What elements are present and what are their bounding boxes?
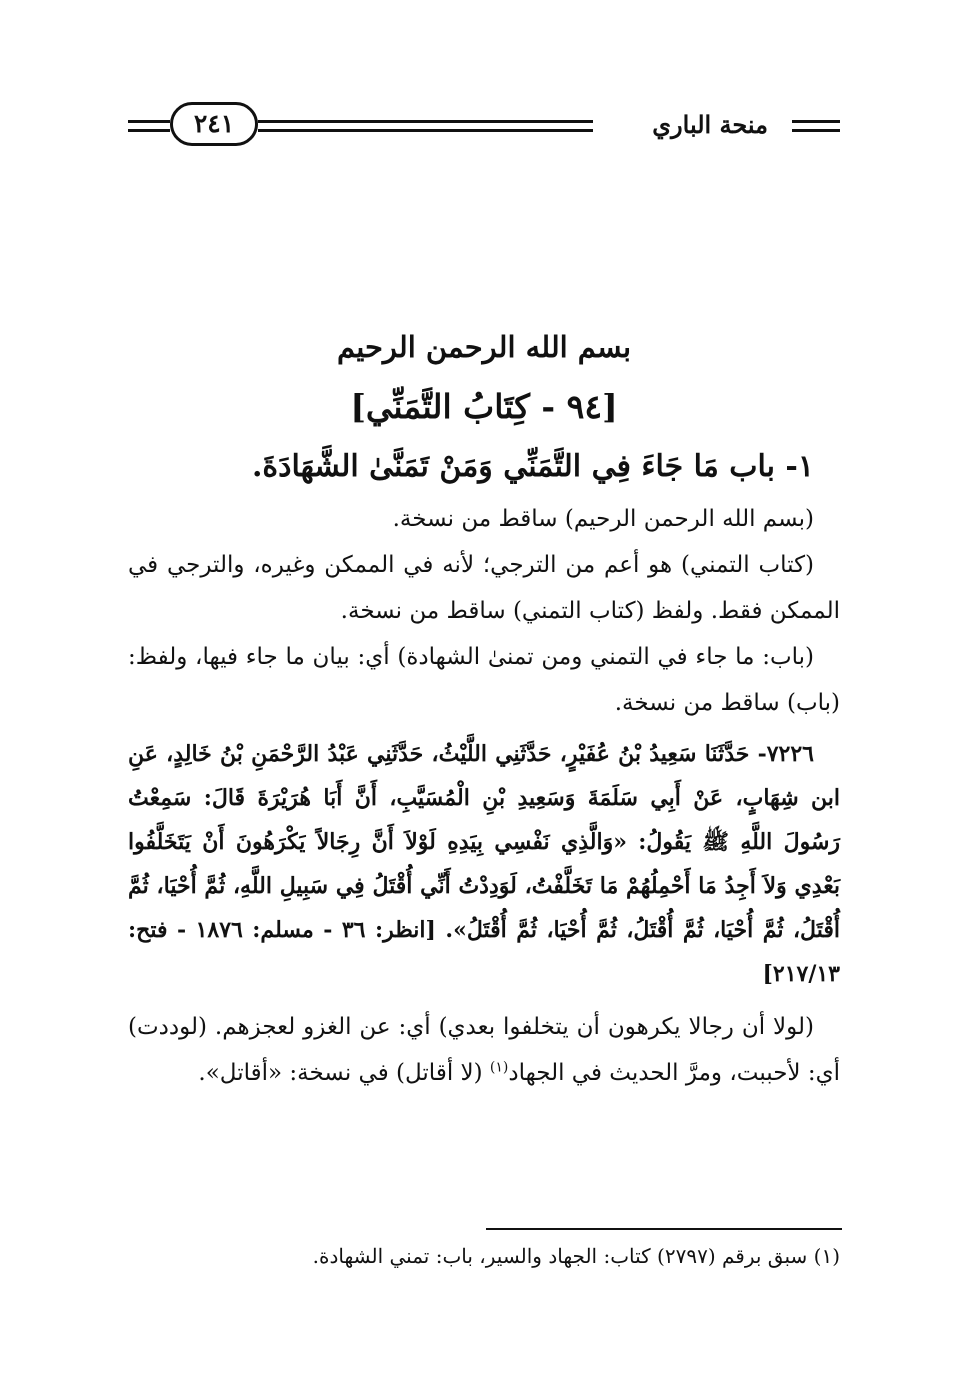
header-rule [258,129,593,132]
commentary-text: (لا أقاتل) في نسخة: «أقاتل». [198,1060,490,1086]
commentary-paragraph: (كتاب التمني) هو أعم من الترجي؛ لأنه في الممكن وغيره، والترجي في الممكن فقط. ولفظ (كتاب التمني) ساقط من نسخة. [128,552,840,624]
footnote: (١) سبق برقم (٢٧٩٧) كتاب: الجهاد والسير، باب: تمني الشهادة. [312,1244,840,1268]
page-number: ٢٤١ [170,102,258,146]
kitab-heading: [٩٤ - كِتَابُ التَّمَنِّي] [350,387,618,426]
commentary-text: (لولا أن رجالا يكرهون أن يتخلفوا بعدي) أي: عن الغزو لعجزهم. (لوددت) أي: لأحببت، ومرَّ الحديث في الجهاد [128,1014,840,1086]
bab-heading: ١- باب مَا جَاءَ فِي التَّمَنِّي وَمَنْ تَمَنَّىٰ الشَّهَادَةَ. [251,449,814,484]
page-body [128,318,840,1096]
footnote-divider [486,1228,842,1230]
hadith-text: ٧٢٢٦- حَدَّثَنَا سَعِيدُ بْنُ عُفَيْرٍ، حَدَّثَنِي اللَّيْثُ، حَدَّثَنِي عَبْدُ الرَّحْمَنِ بْنُ خَالِدٍ، عَنِ ابن شِهَابٍ، عَنْ أَبِي سَلَمَةَ وَسَعِيدِ بْنِ الْمُسَيَّبِ، أَنَّ أَبَا هُرَيْرَةَ قَالَ: سَمِعْتُ رَسُولَ اللَّهِ ﷺ يَقُولُ: «وَالَّذِي نَفْسِي بِيَدِهِ لَوْلاَ أَنَّ رِجَالاً يَكْرَهُونَ أَنْ يَتَخَلَّفُوا بَعْدِي وَلاَ أَجِدُ مَا أَحْمِلُهُمْ مَا تَخَلَّفْتُ، لَوَدِدْتُ أَنِّي أُقْتَلُ فِي سَبِيلِ اللَّهِ، ثُمَّ أُحْيَا، ثُمَّ أُقْتَلُ، ثُمَّ أُحْيَا، ثُمَّ أُقْتَلُ، ثُمَّ أُحْيَا، ثُمَّ أُقْتَلُ». [انظر: ٣٦ - مسلم: ١٨٧٦ - فتح: ٢١٧/١٣] [128,741,840,987]
header-rule [258,120,593,123]
header-rule [128,129,170,132]
basmala-heading: بسم الله الرحمن الرحيم [336,330,632,364]
commentary-paragraph [128,1004,840,1096]
page-header [128,98,840,154]
header-rule [792,129,840,132]
commentary-paragraph: (باب: ما جاء في التمني ومن تمنىٰ الشهادة) أي: بيان ما جاء فيها، ولفظ: (باب) ساقط من نسخة. [128,644,840,716]
commentary-paragraph: (بسم الله الرحمن الرحيم) ساقط من نسخة. [392,506,814,532]
header-rule [128,120,170,123]
footnote-reference[interactable]: (١) [489,1059,509,1076]
book-title: منحة الباري [652,110,768,139]
header-rule [792,120,840,123]
